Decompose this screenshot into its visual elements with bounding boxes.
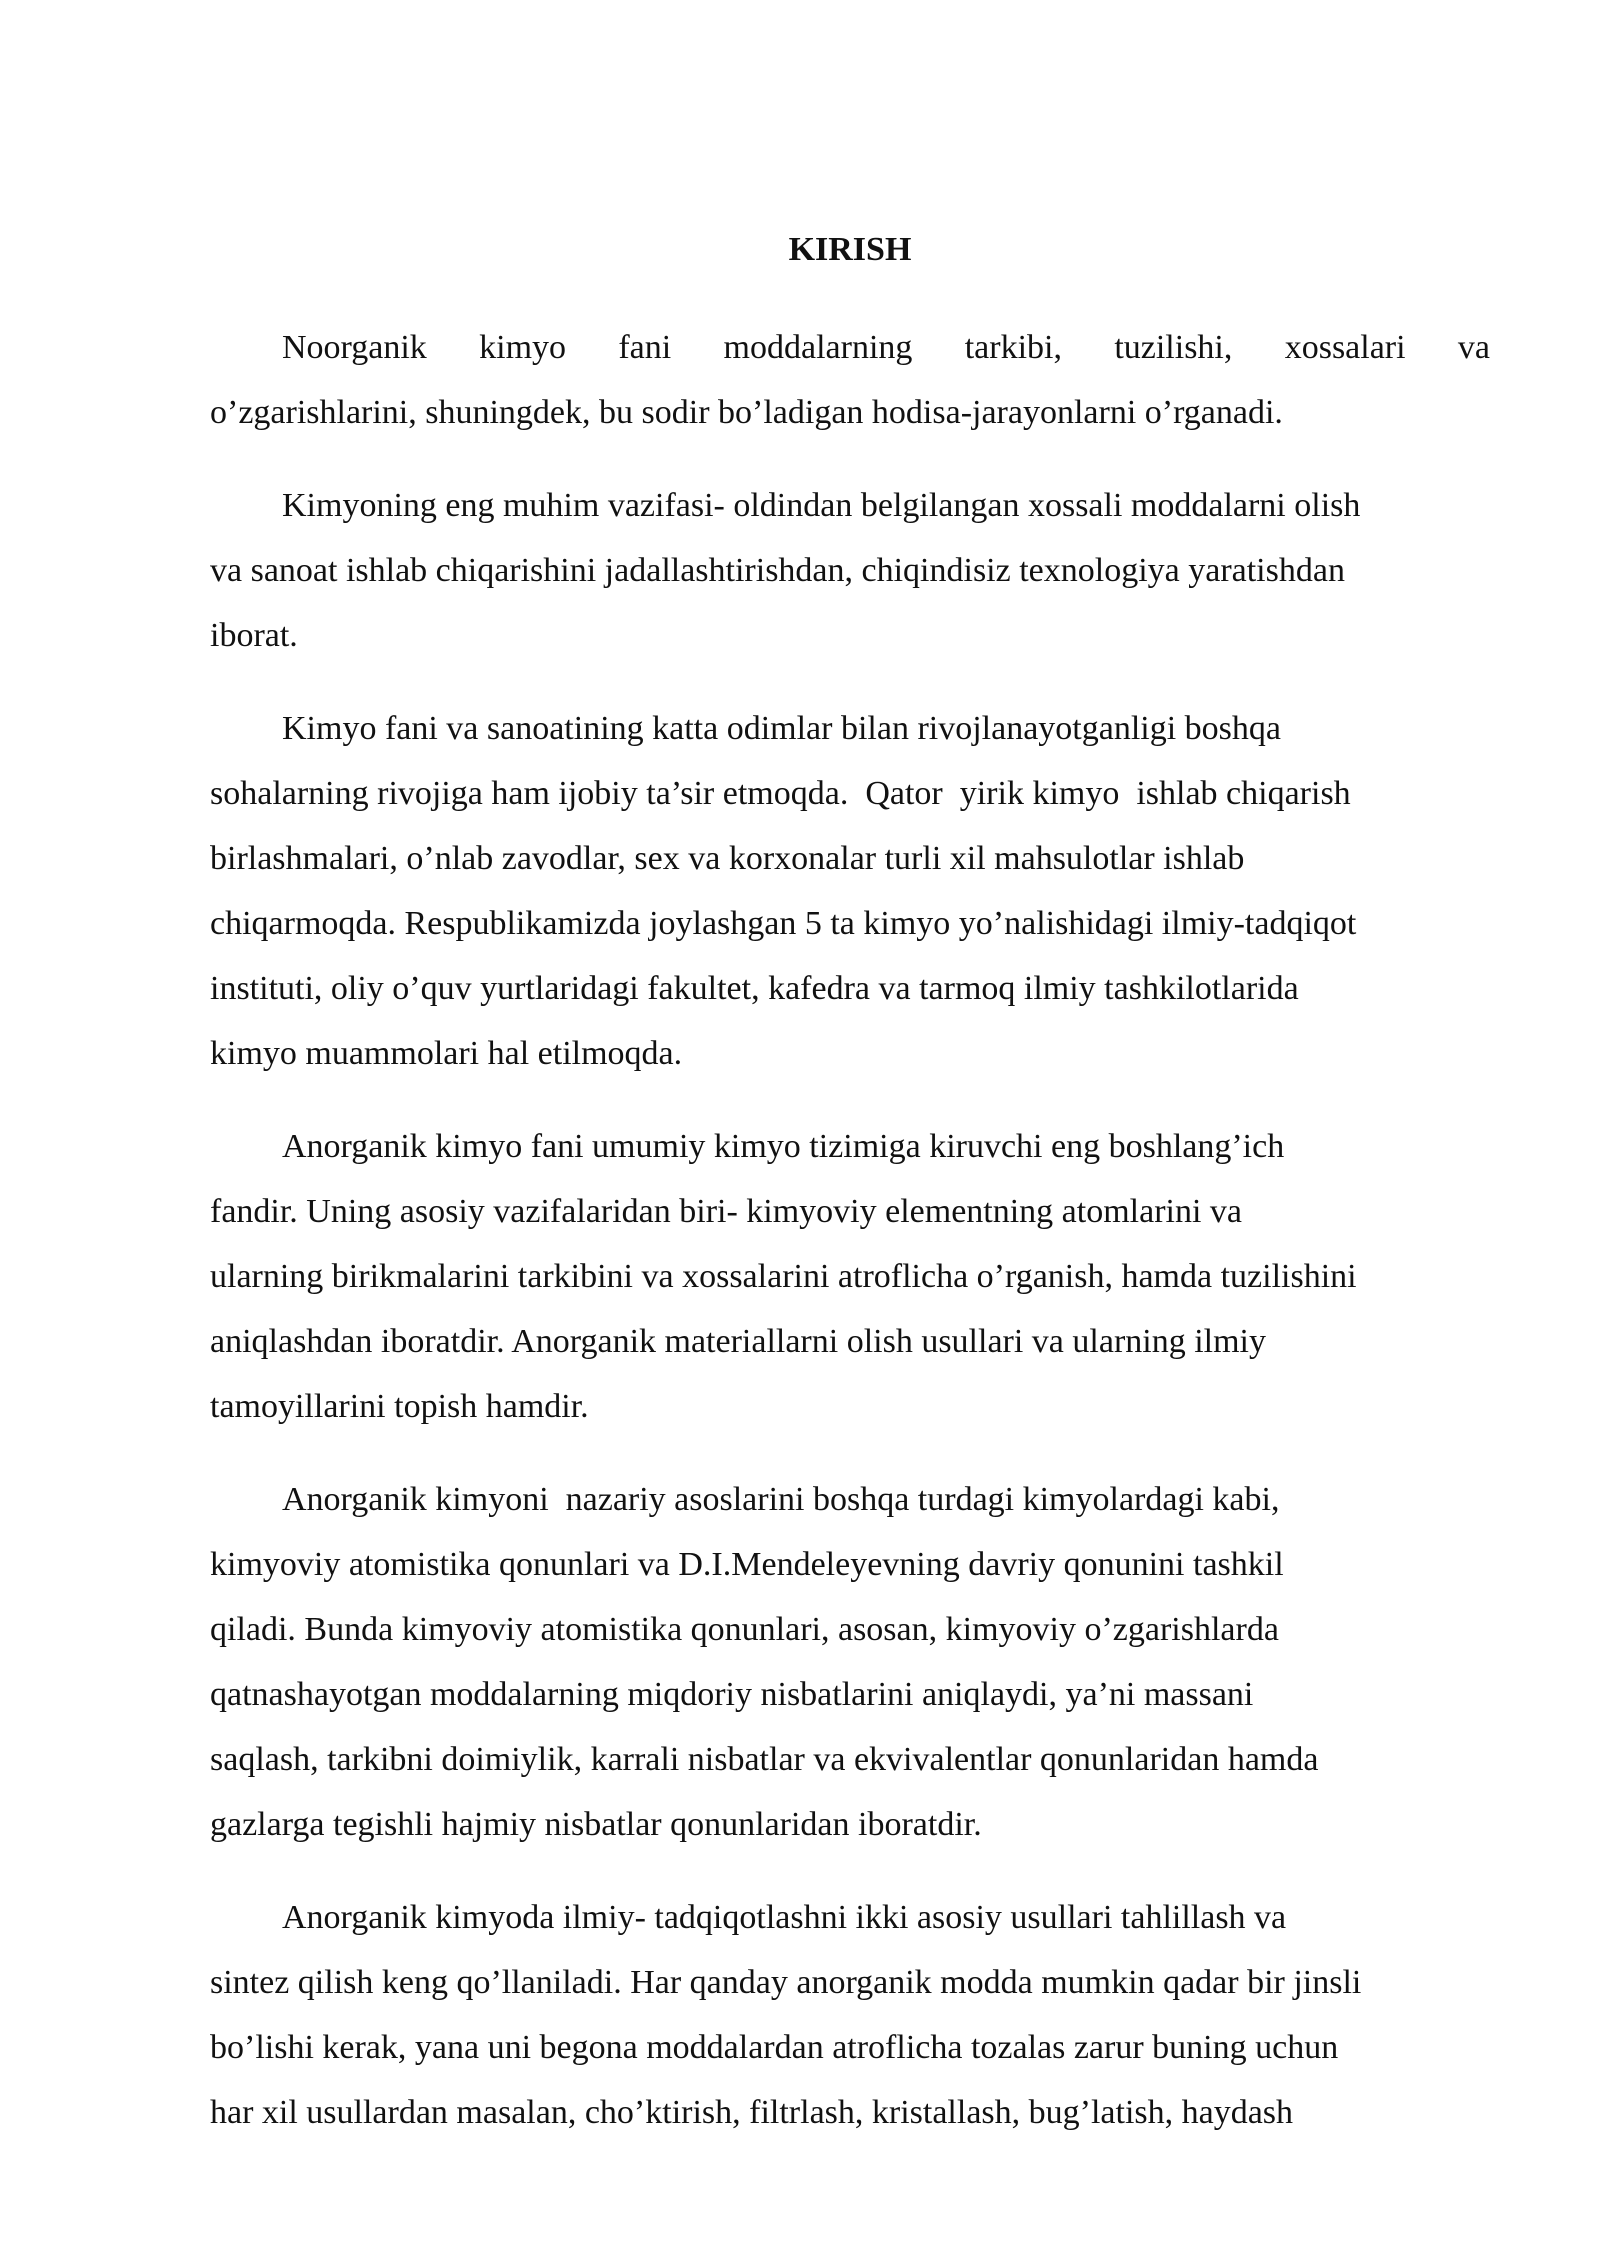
paragraph-line: qiladi. Bunda kimyoviy atomistika qonunlari, asosan, kimyoviy o’zgarishlarda: [210, 1611, 1279, 1648]
paragraph-line: fandir. Uning asosiy vazifalaridan biri- kimyoviy elementning atomlarini va: [210, 1193, 1243, 1230]
paragraph-line: kimyoviy atomistika qonunlari va D.I.Mendeleyevning davriy qonunini tashkil: [210, 1546, 1284, 1583]
paragraph-6: [210, 1885, 1490, 2145]
paragraph-line: aniqlashdan iboratdir. Anorganik materiallarni olish usullari va ularning ilmiy: [210, 1323, 1266, 1360]
paragraph-3: [210, 696, 1490, 1086]
paragraph-line: instituti, oliy o’quv yurtlaridagi fakultet, kafedra va tarmoq ilmiy tashkilotlarida: [210, 970, 1299, 1007]
paragraph-line: sohalarning rivojiga ham ijobiy ta’sir etmoqda. Qator yirik kimyo ishlab chiqarish: [210, 775, 1351, 812]
paragraph-line: tamoyillarini topish hamdir.: [210, 1388, 589, 1425]
paragraph-4: [210, 1114, 1490, 1439]
document-body: [210, 225, 1490, 2173]
paragraph-2: [210, 473, 1490, 668]
paragraph-line: saqlash, tarkibni doimiylik, karrali nisbatlar va ekvivalentlar qonunlaridan hamda: [210, 1741, 1319, 1778]
paragraph-line: Anorganik kimyoda ilmiy- tadqiqotlashni ikki asosiy usullari tahlillash va: [282, 1899, 1287, 1936]
paragraph-line: qatnashayotgan moddalarning miqdoriy nisbatlarini aniqlaydi, ya’ni massani: [210, 1676, 1254, 1713]
paragraph-line: Anorganik kimyoni nazariy asoslarini boshqa turdagi kimyolardagi kabi,: [282, 1481, 1280, 1518]
paragraph-line: bo’lishi kerak, yana uni begona moddalardan atroflicha tozalas zarur buning uchun: [210, 2029, 1339, 2066]
paragraph-5: [210, 1467, 1490, 1857]
paragraph-line: gazlarga tegishli hajmiy nisbatlar qonunlaridan iboratdir.: [210, 1806, 982, 1843]
paragraph-line: Kimyoning eng muhim vazifasi- oldindan belgilangan xossali moddalarni olish: [282, 487, 1361, 524]
paragraph-line: har xil usullardan masalan, cho’ktirish, filtrlash, kristallash, bug’latish, haydash: [210, 2094, 1294, 2131]
document-title: KIRISH: [788, 231, 912, 268]
paragraph-line: Noorganik kimyo fani moddalarning tarkibi, tuzilishi, xossalari va: [282, 329, 1490, 366]
paragraph-line: Anorganik kimyo fani umumiy kimyo tizimiga kiruvchi eng boshlang’ich: [282, 1128, 1285, 1165]
paragraph-line: va sanoat ishlab chiqarishini jadallashtirishdan, chiqindisiz texnologiya yaratishdan: [210, 552, 1345, 589]
paragraph-line: sintez qilish keng qo’llaniladi. Har qanday anorganik modda mumkin qadar bir jinsli: [210, 1964, 1362, 2001]
paragraph-line: iborat.: [210, 617, 298, 654]
paragraph-line: Kimyo fani va sanoatining katta odimlar bilan rivojlanayotganligi boshqa: [282, 710, 1281, 747]
paragraph-line: o’zgarishlarini, shuningdek, bu sodir bo’ladigan hodisa-jarayonlarni o’rganadi.: [210, 394, 1283, 431]
paragraph-1: [210, 315, 1490, 445]
paragraph-line: kimyo muammolari hal etilmoqda.: [210, 1035, 683, 1072]
paragraph-line: ularning birikmalarini tarkibini va xossalarini atroflicha o’rganish, hamda tuzilishini: [210, 1258, 1357, 1295]
paragraph-line: chiqarmoqda. Respublikamizda joylashgan 5 ta kimyo yo’nalishidagi ilmiy-tadqiqot: [210, 905, 1357, 942]
paragraph-line: birlashmalari, o’nlab zavodlar, sex va korxonalar turli xil mahsulotlar ishlab: [210, 840, 1245, 877]
